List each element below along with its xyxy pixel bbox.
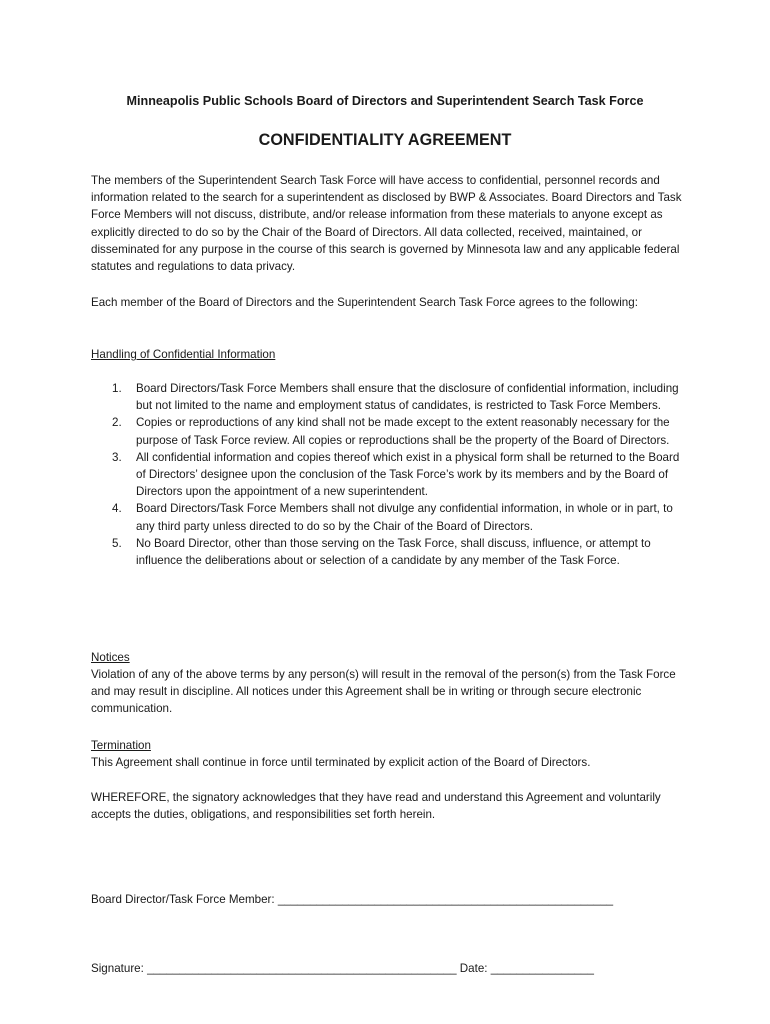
notices-paragraph: Violation of any of the above terms by any person(s) will result in the removal of the person(s) from the Task Force and may result in discipline. All notices under this Agreement shall be in writing or through secure electronic communication. <box>91 668 676 716</box>
member-name-field[interactable]: Board Director/Task Force Member: ____________________________________________________ <box>91 893 614 906</box>
list-item-number: 2. <box>112 416 122 430</box>
list-item-text: All confidential information and copies thereof which exist in a physical form shall be returned to the Board of Directors’ designee upon the conclusion of the Task Force’s work by its members and by the Board of Directors upon the appointment of a new superintendent. <box>136 450 680 499</box>
termination-paragraph: This Agreement shall continue in force until terminated by explicit action of the Board of Directors. <box>91 756 591 769</box>
signature-date-field[interactable]: Signature: ________________________________________________ Date: ________________ <box>91 962 594 975</box>
agrees-paragraph: Each member of the Board of Directors and the Superintendent Search Task Force agrees to the following: <box>91 296 638 309</box>
list-item <box>91 449 691 501</box>
list-item-text: Copies or reproductions of any kind shall not be made except to the extent reasonably necessary for the purpose of Task Force review. All copies or reproductions shall be the property of the Board of Directors. <box>136 416 670 447</box>
list-item-text: Board Directors/Task Force Members shall ensure that the disclosure of confidential information, including but not limited to the name and employment status of candidates, is restricted to Task Force Members. <box>136 382 679 413</box>
list-item-number: 3. <box>112 450 122 464</box>
list-item <box>91 500 691 534</box>
notices-heading: Notices <box>91 651 130 664</box>
list-item <box>91 414 691 448</box>
wherefore-paragraph: WHEREFORE, the signatory acknowledges that they have read and understand this Agreement and voluntarily accepts the duties, obligations, and responsibilities set forth herein. <box>91 791 661 822</box>
list-item-number: 1. <box>112 382 122 395</box>
list-item <box>91 380 691 414</box>
list-item-text: Board Directors/Task Force Members shall not divulge any confidential information, in whole or in part, to any third party unless directed to do so by the Chair of the Board of Directors. <box>136 502 673 533</box>
list-item-number: 5. <box>112 536 122 550</box>
handling-list <box>91 380 691 569</box>
document-header: Minneapolis Public Schools Board of Directors and Superintendent Search Task Force <box>126 94 644 108</box>
handling-heading: Handling of Confidential Information <box>91 348 276 361</box>
list-item-number: 4. <box>112 502 122 516</box>
list-item-text: No Board Director, other than those serving on the Task Force, shall discuss, influence, or attempt to influence the deliberations about or selection of a candidate by any member of the Task Force. <box>136 536 651 568</box>
list-item <box>91 535 691 569</box>
termination-heading: Termination <box>91 739 151 752</box>
document-title: CONFIDENTIALITY AGREEMENT <box>258 131 512 149</box>
intro-paragraph: The members of the Superintendent Search Task Force will have access to confidential, personnel records and information related to the search for a superintendent as disclosed by BWP & Associates. Board Directors and Task Force Members will not discuss, distribute, and/or release information from these materials to anyone except as explicitly directed to do so by the Chair of the Board of Directors. All data collected, received, maintained, or disseminated for any purpose in the course of this search is governed by Minnesota law and any applicable federal statutes and regulations to data privacy. <box>91 174 682 274</box>
